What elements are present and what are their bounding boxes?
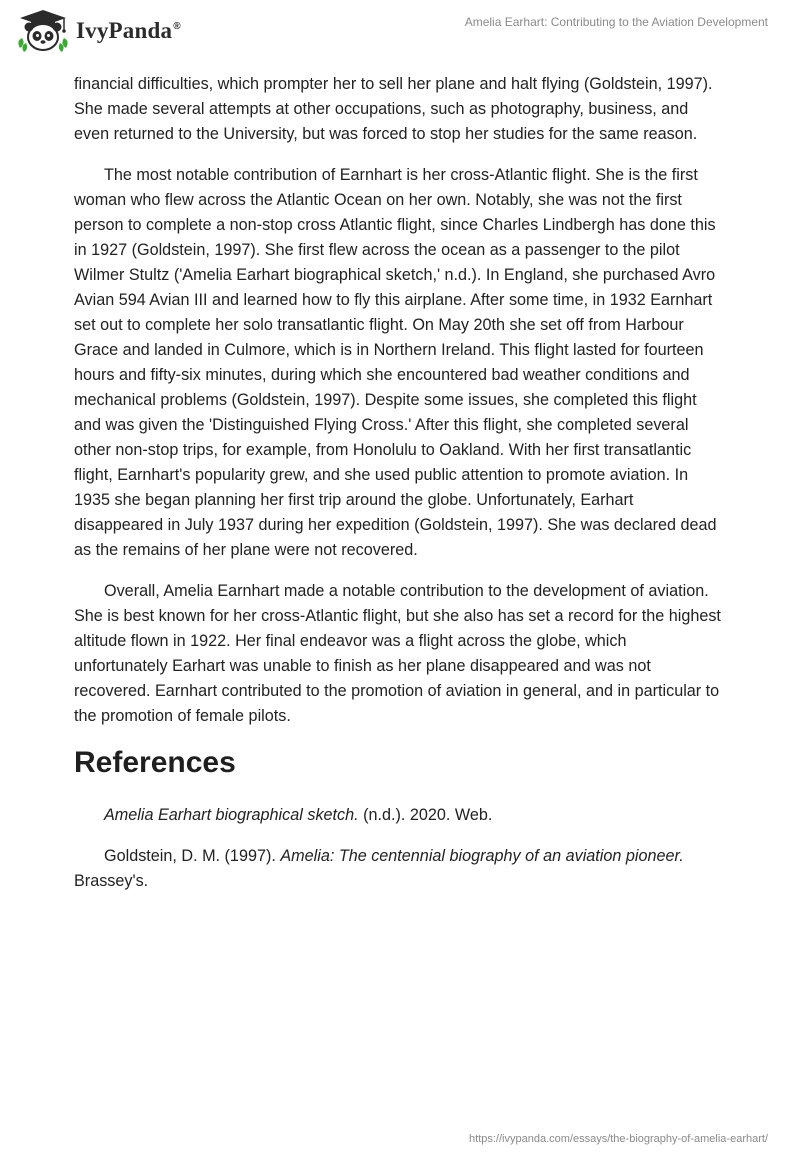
reference-2-author: Goldstein, D. M. (1997).	[104, 847, 281, 865]
reference-1	[74, 803, 724, 828]
reference-1-title: Amelia Earhart biographical sketch.	[104, 806, 359, 824]
panda-graduate-icon	[14, 8, 72, 54]
document-title: Amelia Earhart: Contributing to the Aviation Development	[464, 15, 768, 29]
reference-2-publisher: Brassey's.	[74, 872, 149, 890]
reference-2	[74, 844, 724, 894]
reference-1-details: (n.d.). 2020. Web.	[358, 806, 493, 824]
essay-content	[74, 72, 724, 910]
paragraph-2: The most notable contribution of Earnhart is her cross-Atlantic flight. She is the first woman who flew across the Atlantic Ocean on her own. Notably, she was not the first person to complete a non-stop cross Atlantic flight, since Charles Lindbergh has done this in 1927 (Goldstein, 1997). She first flew across the ocean as a passenger to the pilot Wilmer Stultz ('Amelia Earhart biographical sketch,' n.d.). In England, she purchased Avro Avian 594 Avian III and learned how to fly this airplane. After some time, in 1932 Earnhart set out to complete her solo transatlantic flight. On May 20th she set off from Harbour Grace and landed in Culmore, which is in Northern Ireland. This flight lasted for fourteen hours and fifty-six minutes, during which she encountered bad weather conditions and mechanical problems (Goldstein, 1997). Despite some issues, she completed this flight and was given the 'Distinguished Flying Cross.' After this flight, she completed several other non-stop trips, for example, from Honolulu to Oakland. With her first transatlantic flight, Earnhart's popularity grew, and she used public attention to promote aviation. In 1935 she began planning her first trip around the globe. Unfortunately, Earhart disappeared in July 1937 during her expedition (Goldstein, 1997). She was declared dead as the remains of her plane were not recovered.	[74, 166, 717, 559]
paragraph-3: Overall, Amelia Earnhart made a notable contribution to the development of aviation. She is best known for her cross-Atlantic flight, but she also has set a record for the highest altitude flown in 1922. Her final endeavor was a flight across the globe, which unfortunately Earhart was unable to finish as her plane disappeared and was not recovered. Earnhart contributed to the promotion of aviation in general, and in particular to the promotion of female pilots.	[74, 582, 721, 725]
ivypanda-logo[interactable]	[14, 8, 181, 54]
brand-name: IvyPanda®	[76, 18, 181, 43]
paragraph-1: financial difficulties, which prompter her to sell her plane and halt flying (Goldstein, 1997). She made several attempts at other occupations, such as photography, business, and even returned to the University, but was forced to stop her studies for the same reason.	[74, 75, 713, 143]
references-heading: References	[74, 746, 236, 779]
source-url[interactable]: https://ivypanda.com/essays/the-biography-of-amelia-earhart/	[469, 1133, 768, 1145]
registered-mark: ®	[173, 21, 181, 33]
reference-2-title: Amelia: The centennial biography of an aviation pioneer.	[280, 847, 684, 865]
page-header	[0, 0, 800, 60]
